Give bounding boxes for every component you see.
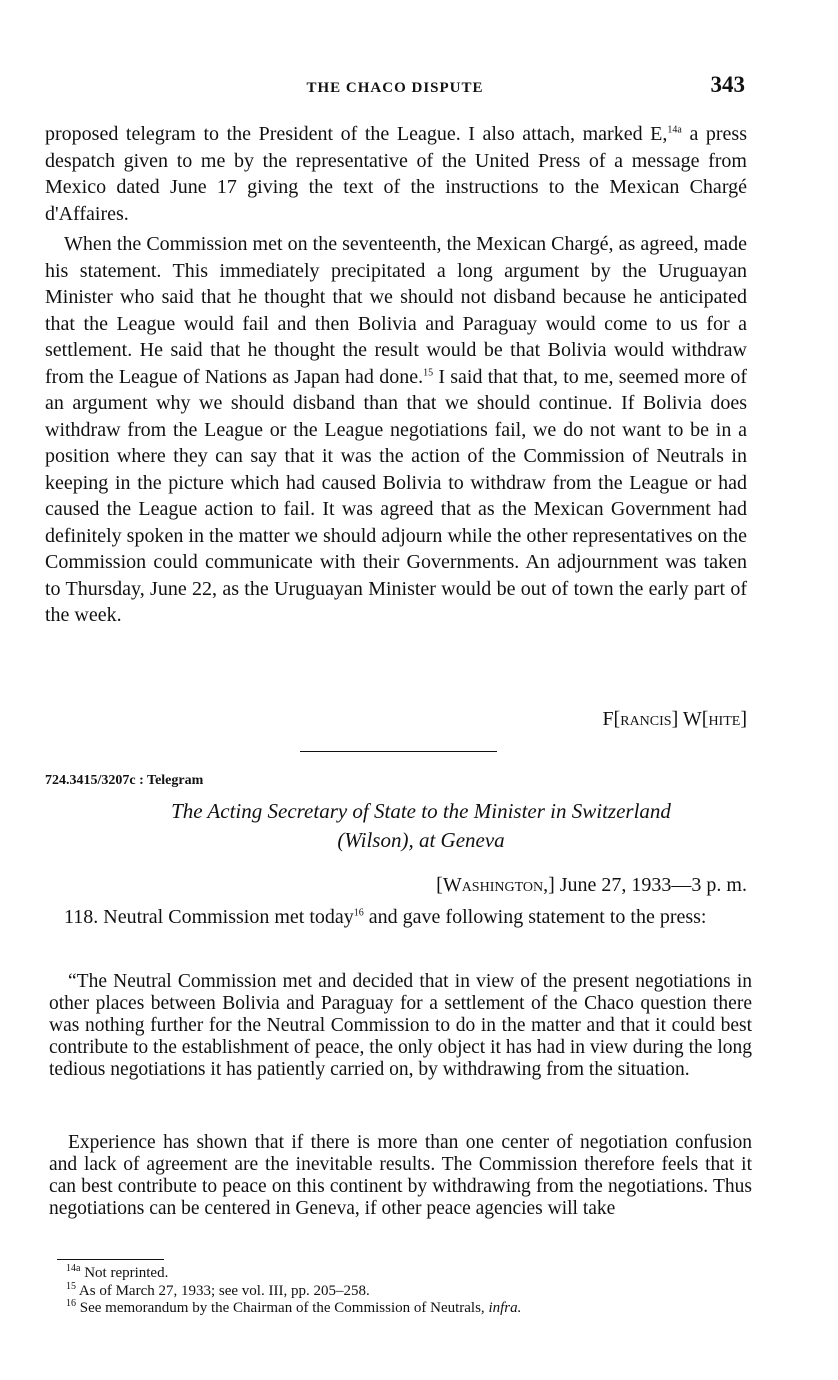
footnote-mark: 16 bbox=[66, 1298, 76, 1309]
paragraph-text: 118. Neutral Commission met today bbox=[64, 906, 354, 928]
document-title-line-1: The Acting Secretary of State to the Minister in Switzerland bbox=[171, 799, 671, 823]
press-statement-paragraph-1: “The Neutral Commission met and decided that in view of the present negotiations in other places between Bolivia and Paraguay for a settlement of the Chaco question there was nothing further for the Neutral Commission to do in the matter and that it could best contribute to the establishment of peace, the only object it has had in view during the long tedious negotiations it has patiently carried on, by withdrawing from the situation. bbox=[49, 971, 752, 1080]
footnote-mark: 14a bbox=[66, 1263, 81, 1274]
signature-part: ] W[ bbox=[671, 708, 709, 730]
paragraph-text: I said that that, to me, seemed more of an argument why we should disband than that we should continue. If Bolivia does withdraw from the League or the League negotiations fail, we do not want to be in a position where they can say that it was the action of the Commission of Neutrals in keeping in the picture which had caused Bolivia to withdraw from the League or had caused the League action to fail. It was agreed that as the Mexican Government had definitely spoken in the matter we should adjourn while the other representatives on the Commission could communicate with their Governments. An adjournment was taken to Thursday, June 22, as the Uruguayan Minister would be out of town the early part of the week. bbox=[45, 365, 747, 626]
paragraph-text: a press despatch given to me by the representative of the United Press of a message from Mexico dated June 17 giving the text of the instructions to the Mexican Chargé d'Affaires. bbox=[45, 123, 747, 225]
paragraph-text: and gave following statement to the press: bbox=[363, 906, 707, 928]
footnotes bbox=[66, 1265, 766, 1318]
page-number: 343 bbox=[710, 72, 745, 97]
footnote bbox=[66, 1280, 766, 1301]
signature-part: rancis bbox=[620, 708, 672, 730]
section-divider bbox=[300, 751, 497, 752]
signature bbox=[602, 708, 747, 731]
footnote-ref: 16 bbox=[353, 907, 364, 919]
footnote-text: See memorandum by the Chairman of the Commission of Neutrals, bbox=[76, 1300, 489, 1316]
dateline-place: Washington bbox=[442, 874, 544, 896]
paragraph-continuation bbox=[45, 121, 747, 227]
footnote-italic: infra. bbox=[488, 1300, 522, 1316]
signature-part: ] bbox=[740, 708, 747, 730]
paragraph-text: proposed telegram to the President of the League. I also attach, marked E, bbox=[45, 123, 668, 145]
signature-part: F[ bbox=[602, 708, 621, 730]
document-title-line-2: (Wilson), at Geneva bbox=[337, 828, 505, 852]
signature-part: hite bbox=[708, 708, 741, 730]
footnote-text: As of March 27, 1933; see vol. III, pp. 205–258. bbox=[76, 1282, 370, 1299]
page-header bbox=[45, 72, 745, 102]
footnote bbox=[66, 1265, 766, 1283]
footnote-ref: 15 bbox=[423, 366, 434, 378]
footnote-divider bbox=[57, 1259, 164, 1260]
footnote-text: Not reprinted. bbox=[80, 1265, 169, 1281]
paragraph-text: When the Commission met on the seventeenth, the Mexican Chargé, as agreed, made his statement. This immediately precipitated a long argument by the Uruguayan Minister who said that he thought that we should not disband because he anticipated that the League would fail and then Bolivia and Paraguay would come to us for a settlement. He said that he thought the result would be that Bolivia would withdraw from the League of Nations as Japan had done. bbox=[45, 233, 747, 388]
paragraph-commission-meeting bbox=[45, 231, 747, 629]
dateline-part: [ bbox=[436, 874, 443, 896]
paragraph-telegram bbox=[45, 904, 747, 931]
running-title: THE CHACO DISPUTE bbox=[306, 80, 484, 96]
press-statement-paragraph-2: Experience has shown that if there is more than one center of negotiation confusion and lack of agreement are the inevitable results. The Commission therefore feels that it can best contribute to peace on this continent by withdrawing from the negotiations. Thus negotiations can be centered in Geneva, if other peace agencies will take bbox=[49, 1132, 752, 1219]
footnote bbox=[66, 1300, 766, 1318]
footnote-mark: 15 bbox=[66, 1280, 76, 1292]
footnote-ref: 14a bbox=[667, 124, 682, 136]
dateline-part: ,] June 27, 1933—3 p. m. bbox=[543, 874, 747, 896]
file-reference: 724.3415/3207c : Telegram bbox=[45, 773, 204, 788]
dateline bbox=[436, 874, 747, 897]
